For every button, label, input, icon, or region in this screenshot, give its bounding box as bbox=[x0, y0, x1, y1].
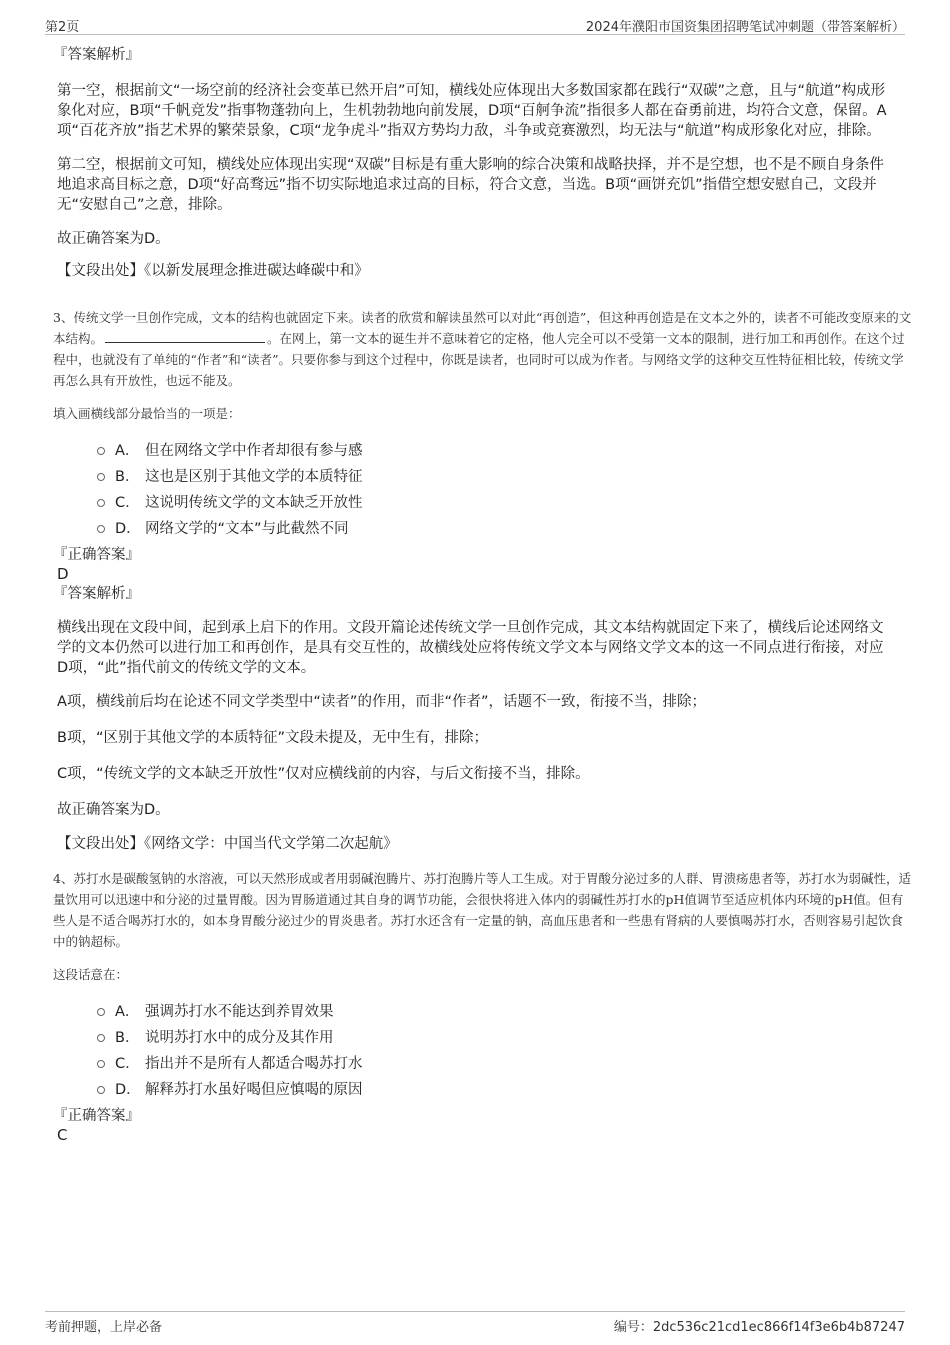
q4-option-d[interactable] bbox=[97, 1075, 893, 1101]
footer-slogan: 考前押题，上岸必备 bbox=[45, 1320, 163, 1335]
document-title: 2024年濮阳市国资集团招聘笔试冲刺题（带答案解析） bbox=[585, 20, 905, 35]
q4-answer: C bbox=[57, 1126, 68, 1144]
document-code: 编号：2dc536c21cd1ec866f14f3e6b4b87247 bbox=[613, 1320, 905, 1335]
q3-option-c[interactable] bbox=[97, 488, 893, 514]
q4-options bbox=[97, 997, 893, 1101]
q4-option-c[interactable] bbox=[97, 1049, 893, 1075]
q3-blank bbox=[105, 330, 265, 343]
q3-analysis-tag: 『答案解析』 bbox=[53, 586, 140, 602]
q3-source: 【文段出处】《网络文学：中国当代文学第二次起航》 bbox=[57, 836, 398, 852]
q3-option-a[interactable] bbox=[97, 436, 893, 462]
option-text: 网络文学的“文本”与此截然不同 bbox=[145, 520, 349, 537]
q4-answer-tag: 『正确答案』 bbox=[53, 1108, 140, 1124]
q3-analysis-para1: 横线出现在文段中间，起到承上启下的作用。文段开篇论述传统文学一旦创作完成，其文本结构就固定下来了，横线后论述网络文学的文本仍然可以进行加工和再创作，是具有交互性的，故横线处应将传统文学文本与网络文学文本的这一不同点进行衔接，对应D项，“此”指代前文的传统文学的文本。 bbox=[57, 620, 884, 676]
q3-stem bbox=[53, 307, 913, 391]
q3-analysis-para4: C项，“传统文学的文本缺乏开放性”仅对应横线前的内容，与后文衔接不当，排除。 bbox=[57, 766, 590, 782]
q3-analysis-para3: B项，“区别于其他文学的本质特征”文段未提及，无中生有，排除； bbox=[57, 730, 488, 746]
option-text: 说明苏打水中的成分及其作用 bbox=[145, 1029, 334, 1046]
q4-stem: 4、苏打水是碳酸氢钠的水溶液，可以天然形成或者用弱碱泡腾片、苏打泡腾片等人工生成。对于胃酸分泌过多的人群、胃溃疡患者等，苏打水为弱碱性，适量饮用可以迅速中和分泌的过量胃酸。因为胃肠道通过其自身的调节功能，会很快将进入体内的弱碱性苏打水的pH值调节至适应机体内环境的pH值。但有些人是不适合喝苏打水的，如本身胃酸分泌过少的胃炎患者。苏打水还含有一定量的钠，高血压患者和一些患有肾病的人要慎喝苏打水，否则容易引起饮食中的钠超标。 bbox=[53, 871, 911, 949]
q3-answer-tag: 『正确答案』 bbox=[53, 547, 140, 563]
option-letter: C． bbox=[115, 1055, 140, 1072]
option-text: 这说明传统文学的文本缺乏开放性 bbox=[145, 494, 363, 511]
radio-icon[interactable] bbox=[97, 473, 105, 481]
option-text: 但在网络文学中作者却很有参与感 bbox=[145, 442, 363, 459]
page-footer bbox=[45, 1311, 905, 1334]
radio-icon[interactable] bbox=[97, 1086, 105, 1094]
q3-conclusion: 故正确答案为D。 bbox=[57, 802, 170, 818]
q2-analysis-para1: 第一空，根据前文“一场空前的经济社会变革已然开启”可知，横线处应体现出大多数国家都在践行“双碳”之意，且与“航道”构成形象化对应，B项“千帆竞发”指事物蓬勃向上，生机勃勃地向前发展，D项“百舸争流”指很多人都在奋勇前进，均符合文意，保留。A项“百花齐放”指艺术界的繁荣景象，C项“龙争虎斗”指双方势均力敌，斗争或竞赛激烈，均无法与“航道”构成形象化对应，排除。 bbox=[57, 83, 887, 139]
radio-icon[interactable] bbox=[97, 1060, 105, 1068]
q3-stem-part2: 。在网上，第一文本的诞生并不意味着它的定格，他人完全可以不受第一文本的限制，进行加工和再创作。在这个过程中，也就没有了单纯的“作者”和“读者”。只要你参与到这个过程中，你既是读者，也同时可以成为作者。与网络文学的这种交互性特征相比较，传统文学再怎么具有开放性，也远不能及。 bbox=[53, 331, 905, 388]
radio-icon[interactable] bbox=[97, 499, 105, 507]
q3-answer: D bbox=[57, 565, 69, 583]
q3-analysis-para2: A项，横线前后均在论述不同文学类型中“读者”的作用，而非“作者”，话题不一致，衔接不当，排除； bbox=[57, 694, 706, 710]
q2-conclusion: 故正确答案为D。 bbox=[57, 231, 170, 247]
radio-icon[interactable] bbox=[97, 1008, 105, 1016]
option-text: 解释苏打水虽好喝但应慎喝的原因 bbox=[145, 1081, 363, 1098]
option-letter: B． bbox=[115, 468, 140, 485]
q4-option-a[interactable] bbox=[97, 997, 893, 1023]
q3-option-b[interactable] bbox=[97, 462, 893, 488]
q3-stem-part1: 3、传统文学一旦创作完成，文本的结构也就固定下来。读者的欣赏和解读虽然可以对此“再创造”，但这种再创造是在文本之外的，读者不可能改变原来的文本结构。 bbox=[53, 310, 912, 346]
option-letter: C． bbox=[115, 494, 140, 511]
option-letter: A． bbox=[115, 442, 140, 459]
q3-prompt: 填入画横线部分最恰当的一项是： bbox=[53, 406, 241, 421]
option-letter: A． bbox=[115, 1003, 140, 1020]
q2-analysis-tag: 『答案解析』 bbox=[53, 47, 140, 63]
option-text: 指出并不是所有人都适合喝苏打水 bbox=[145, 1055, 363, 1072]
option-letter: B． bbox=[115, 1029, 140, 1046]
q4-option-b[interactable] bbox=[97, 1023, 893, 1049]
q2-analysis-para2: 第二空，根据前文可知，横线处应体现出实现“双碳”目标是有重大影响的综合决策和战略抉择，并不是空想，也不是不顾自身条件地追求高目标之意，D项“好高骛远”指不切实际地追求过高的目标，符合文意，当选。B项“画饼充饥”指借空想安慰自己，文段并无“安慰自己”之意，排除。 bbox=[57, 157, 885, 213]
q3-option-d[interactable] bbox=[97, 514, 893, 540]
document-content bbox=[53, 46, 912, 1146]
radio-icon[interactable] bbox=[97, 1034, 105, 1042]
q4-prompt: 这段话意在： bbox=[53, 967, 129, 982]
radio-icon[interactable] bbox=[97, 525, 105, 533]
q3-options bbox=[97, 436, 893, 540]
option-letter: D． bbox=[115, 1081, 141, 1098]
page-number: 第2页 bbox=[45, 20, 80, 35]
radio-icon[interactable] bbox=[97, 447, 105, 455]
option-text: 强调苏打水不能达到养胃效果 bbox=[145, 1003, 334, 1020]
option-text: 这也是区别于其他文学的本质特征 bbox=[145, 468, 363, 485]
q2-source: 【文段出处】《以新发展理念推进碳达峰碳中和》 bbox=[57, 263, 369, 279]
option-letter: D． bbox=[115, 520, 141, 537]
page-header bbox=[45, 14, 905, 35]
